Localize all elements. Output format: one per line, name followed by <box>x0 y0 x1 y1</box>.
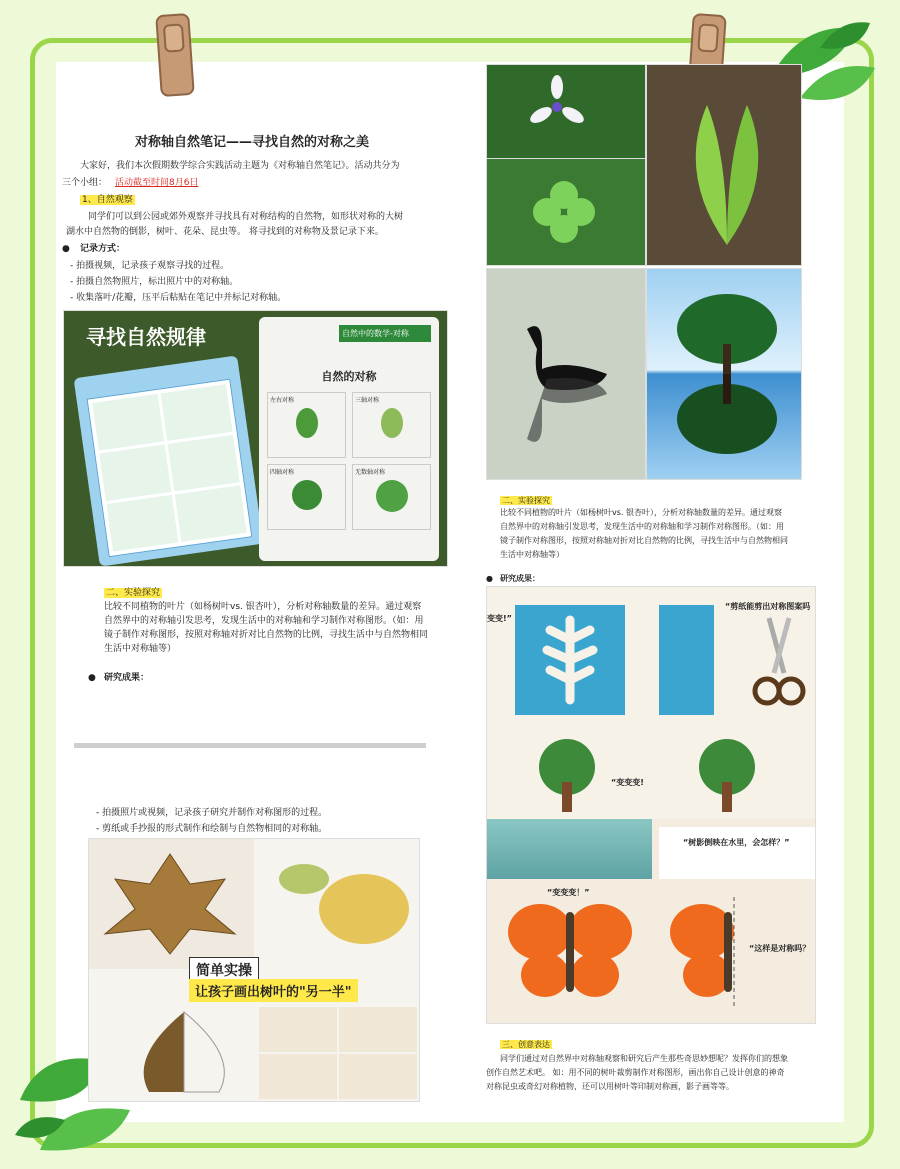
right-result-label: 研究成果： <box>500 574 540 583</box>
section-2-body: 生活中对称轴等） <box>104 644 177 654</box>
right-section-2-body: 比较不同植物的叶片（如杨树叶vs. 银杏叶），分析对称轴数量的差异。通过观察 <box>500 508 782 517</box>
comic-speech-bian2: “变变变! <box>611 778 644 787</box>
section-1-body-1: 同学们可以到公园或郊外观察并寻找具有对称结构的自然物，如形状对称的大树 <box>88 212 404 222</box>
comic-speech-butterfly: “这样是对称吗？ <box>749 944 811 953</box>
symmetry-cell: 无数轴对称 <box>352 464 431 530</box>
comic-speech-bian: 变变!” <box>487 614 512 623</box>
intro-line-1: 大家好，我们本次假期数学综合实践活动主题为《对称轴自然笔记》。活动共分为 <box>80 161 400 171</box>
clover-photo <box>486 158 646 266</box>
tree-icon <box>527 737 607 817</box>
comic-speech-water: “树影倒映在水里，会怎样？” <box>683 838 790 847</box>
poster-heading: 寻找自然规律 <box>86 325 206 349</box>
result-label: 研究成果： <box>104 673 150 683</box>
swan-icon <box>507 319 627 449</box>
section-1-body-2: 湖水中自然物的倒影，树叶、花朵、昆虫等。 将寻找到的对称物及景记录下来。 <box>66 227 384 237</box>
symmetry-cell: 四轴对称 <box>267 464 346 530</box>
clover-icon <box>529 177 599 247</box>
scissors-icon <box>749 613 809 713</box>
record-bullet: ● <box>62 244 70 254</box>
section-2-body: 镜子制作对称图形，按照对称轴对折对比自然物的比例，寻找生活中与自然物相同 <box>104 630 429 640</box>
black-swan-photo <box>486 268 646 480</box>
section-2-heading: 二、实验探究 <box>106 588 161 598</box>
clipboard-sheet <box>74 355 264 566</box>
symmetry-sheet <box>259 317 439 561</box>
half-fold-panel <box>659 605 714 715</box>
right-section-2-body: 镜子制作对称图形，按照对称轴对折对比自然物的比例，寻找生活中与自然物相同 <box>500 536 788 545</box>
record-item: - 拍摄自然物照片，标出照片中的对称轴。 <box>70 277 239 287</box>
nature-rule-poster-image <box>63 310 448 567</box>
result-bullet: ● <box>88 673 96 683</box>
right-section-2-body: 生活中对称轴等） <box>500 550 564 559</box>
section-3-body: 创作自然艺术吧。 如：用不同的树叶裁剪制作对称图形，画出你自己设计创意的神奇 <box>486 1068 785 1077</box>
symmetry-comic-image <box>486 586 816 1024</box>
binder-clip-left <box>155 13 195 97</box>
section-2-body: 自然界中的对称轴引发思考，发现生活中的对称轴和学习制作对称图形。（如：用 <box>104 616 424 626</box>
poplar-leaf-icon <box>109 1007 259 1097</box>
leaf-drawing-craft-image <box>88 838 420 1102</box>
comic-speech-papercut: “剪纸能剪出对称图案吗 <box>725 602 811 611</box>
section-3-heading: 三、创意表达 <box>502 1040 550 1049</box>
section-1-heading: 1、自然观察 <box>82 195 133 205</box>
symmetry-cell: 三轴对称 <box>352 392 431 458</box>
tree-icon <box>667 284 787 464</box>
sheet-title: 自然中的数学-对称 <box>339 325 431 342</box>
paper-cut-tree-panel <box>515 605 625 715</box>
tree-icon <box>687 737 767 817</box>
sheet-subtitle: 自然的对称 <box>321 370 377 383</box>
section-3-body: 同学们通过对自然界中对称轴观察和研究后产生那些奇思妙想呢？发挥你们的想象 <box>500 1054 788 1063</box>
right-section-2-heading: 二、实验探究 <box>502 496 550 505</box>
butterfly-icon <box>505 897 635 1007</box>
craft-overlay-subtitle: 让孩子画出树叶的"另一半" <box>189 979 358 1002</box>
document-title: 对称轴自然笔记——寻找自然的对称之美 <box>135 135 370 150</box>
record-item: - 拍摄视频，记录孩子观察寻找的过程。 <box>70 261 230 271</box>
comic-speech-bian3: “变变变！” <box>547 888 590 897</box>
iris-flower-photo <box>486 64 646 160</box>
symmetry-cell: 左右对称 <box>267 392 346 458</box>
divider-bar <box>74 743 426 748</box>
intro-line-2: 三个小组： <box>62 178 108 188</box>
half-butterfly-icon <box>662 897 737 1007</box>
maple-leaf-icon <box>95 849 245 959</box>
record-item: - 收集落叶/花瓣，压平后粘贴在笔记中并标记对称轴。 <box>70 293 287 303</box>
leaf-icon <box>667 95 787 255</box>
method-item: - 拍摄照片或视频，记录孩子研究并制作对称图形的过程。 <box>96 808 328 818</box>
ginkgo-leaf-icon <box>264 849 414 959</box>
method-item: - 剪纸或手抄报的形式制作和绘制与自然物相同的对称轴。 <box>96 824 328 834</box>
right-result-bullet: ● <box>486 574 493 583</box>
craft-overlay-title: 简单实操 <box>189 957 259 983</box>
section-3-body: 对称昆虫或奇幻对称植物，还可以用树叶等印制对称画，影子画等等。 <box>486 1082 734 1091</box>
right-section-2-body: 自然界中的对称轴引发思考，发现生活中的对称轴和学习制作对称图形。（如：用 <box>500 522 784 531</box>
section-2-body: 比较不同植物的叶片（如杨树叶vs. 银杏叶），分析对称轴数量的差异。通过观察 <box>104 602 422 612</box>
record-label: 记录方式： <box>80 244 126 254</box>
deadline-text: 活动截至时间8月6日 <box>115 178 199 188</box>
tree-reflection-photo <box>646 268 802 480</box>
leaf-axis-photo <box>646 64 802 266</box>
flower-icon <box>527 75 587 135</box>
water-reflection-panel <box>487 819 652 879</box>
